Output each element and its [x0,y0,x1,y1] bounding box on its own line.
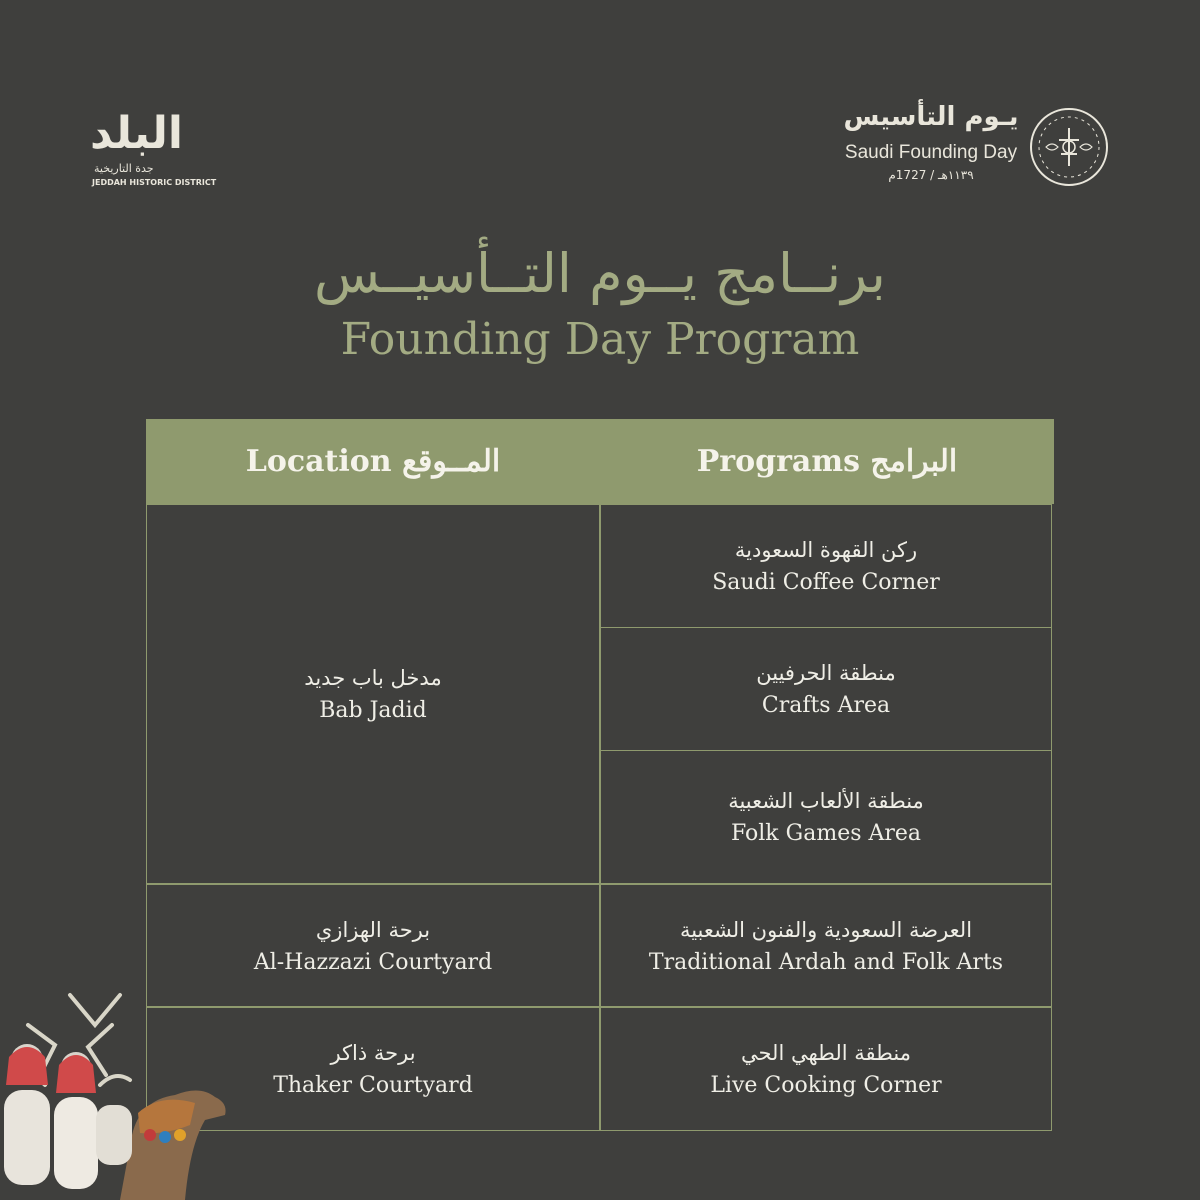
page-title-arabic: برنــامج يــوم التــأسيــس [314,242,886,305]
table-header [146,419,1054,504]
program-english: Folk Games Area [730,821,922,846]
location-arabic: برحة الهزازي [315,917,431,942]
header-location: Location المــوقع [245,444,501,479]
program-cell-crafts-area [600,627,1052,751]
program-arabic: منطقة الألعاب الشعبية [728,789,924,813]
program-cell-ardah [600,884,1052,1007]
program-english: Saudi Coffee Corner [712,570,940,595]
program-arabic: العرضة السعودية والفنون الشعبية [679,917,973,942]
program-english: Traditional Ardah and Folk Arts [648,949,1004,975]
al-balad-logo-arabic: البلد [90,108,183,159]
camel-riders-illustration [0,985,240,1200]
location-arabic: برحة ذاكر [330,1041,416,1065]
founding-day-logo-arabic: يـوم التأسيس [843,102,1019,132]
program-cell-folk-games [600,750,1052,884]
location-english: Thaker Courtyard [273,1073,473,1098]
program-arabic: منطقة الطهي الحي [741,1041,911,1065]
location-english: Bab Jadid [319,698,427,723]
program-table [146,419,1054,1131]
location-english: Al-Hazzazi Courtyard [253,949,493,975]
program-cell-coffee-corner [600,504,1052,628]
founding-day-logo [838,102,1120,192]
program-cell-live-cooking [600,1007,1052,1131]
al-balad-logo [88,108,217,190]
founding-day-emblem-icon [1028,106,1110,188]
program-arabic: منطقة الحرفيين [756,661,896,685]
page-title-english: Founding Day Program [340,314,860,365]
location-arabic: مدخل باب جديد [304,666,442,690]
founding-day-logo-english: Saudi Founding Day [844,142,1018,163]
al-balad-logo-arabic-sub: جدة التاريخية [94,162,154,175]
founding-day-logo-dates: ١١٣٩هـ / 1727م [888,168,974,182]
al-balad-logo-english: JEDDAH HISTORIC DISTRICT [92,178,217,187]
location-cell-bab-jadid [146,504,600,884]
program-english: Crafts Area [761,693,891,718]
program-english: Live Cooking Corner [710,1073,942,1098]
program-arabic: ركن القهوة السعودية [734,538,918,562]
header-programs: Programs البرامج [696,444,958,479]
